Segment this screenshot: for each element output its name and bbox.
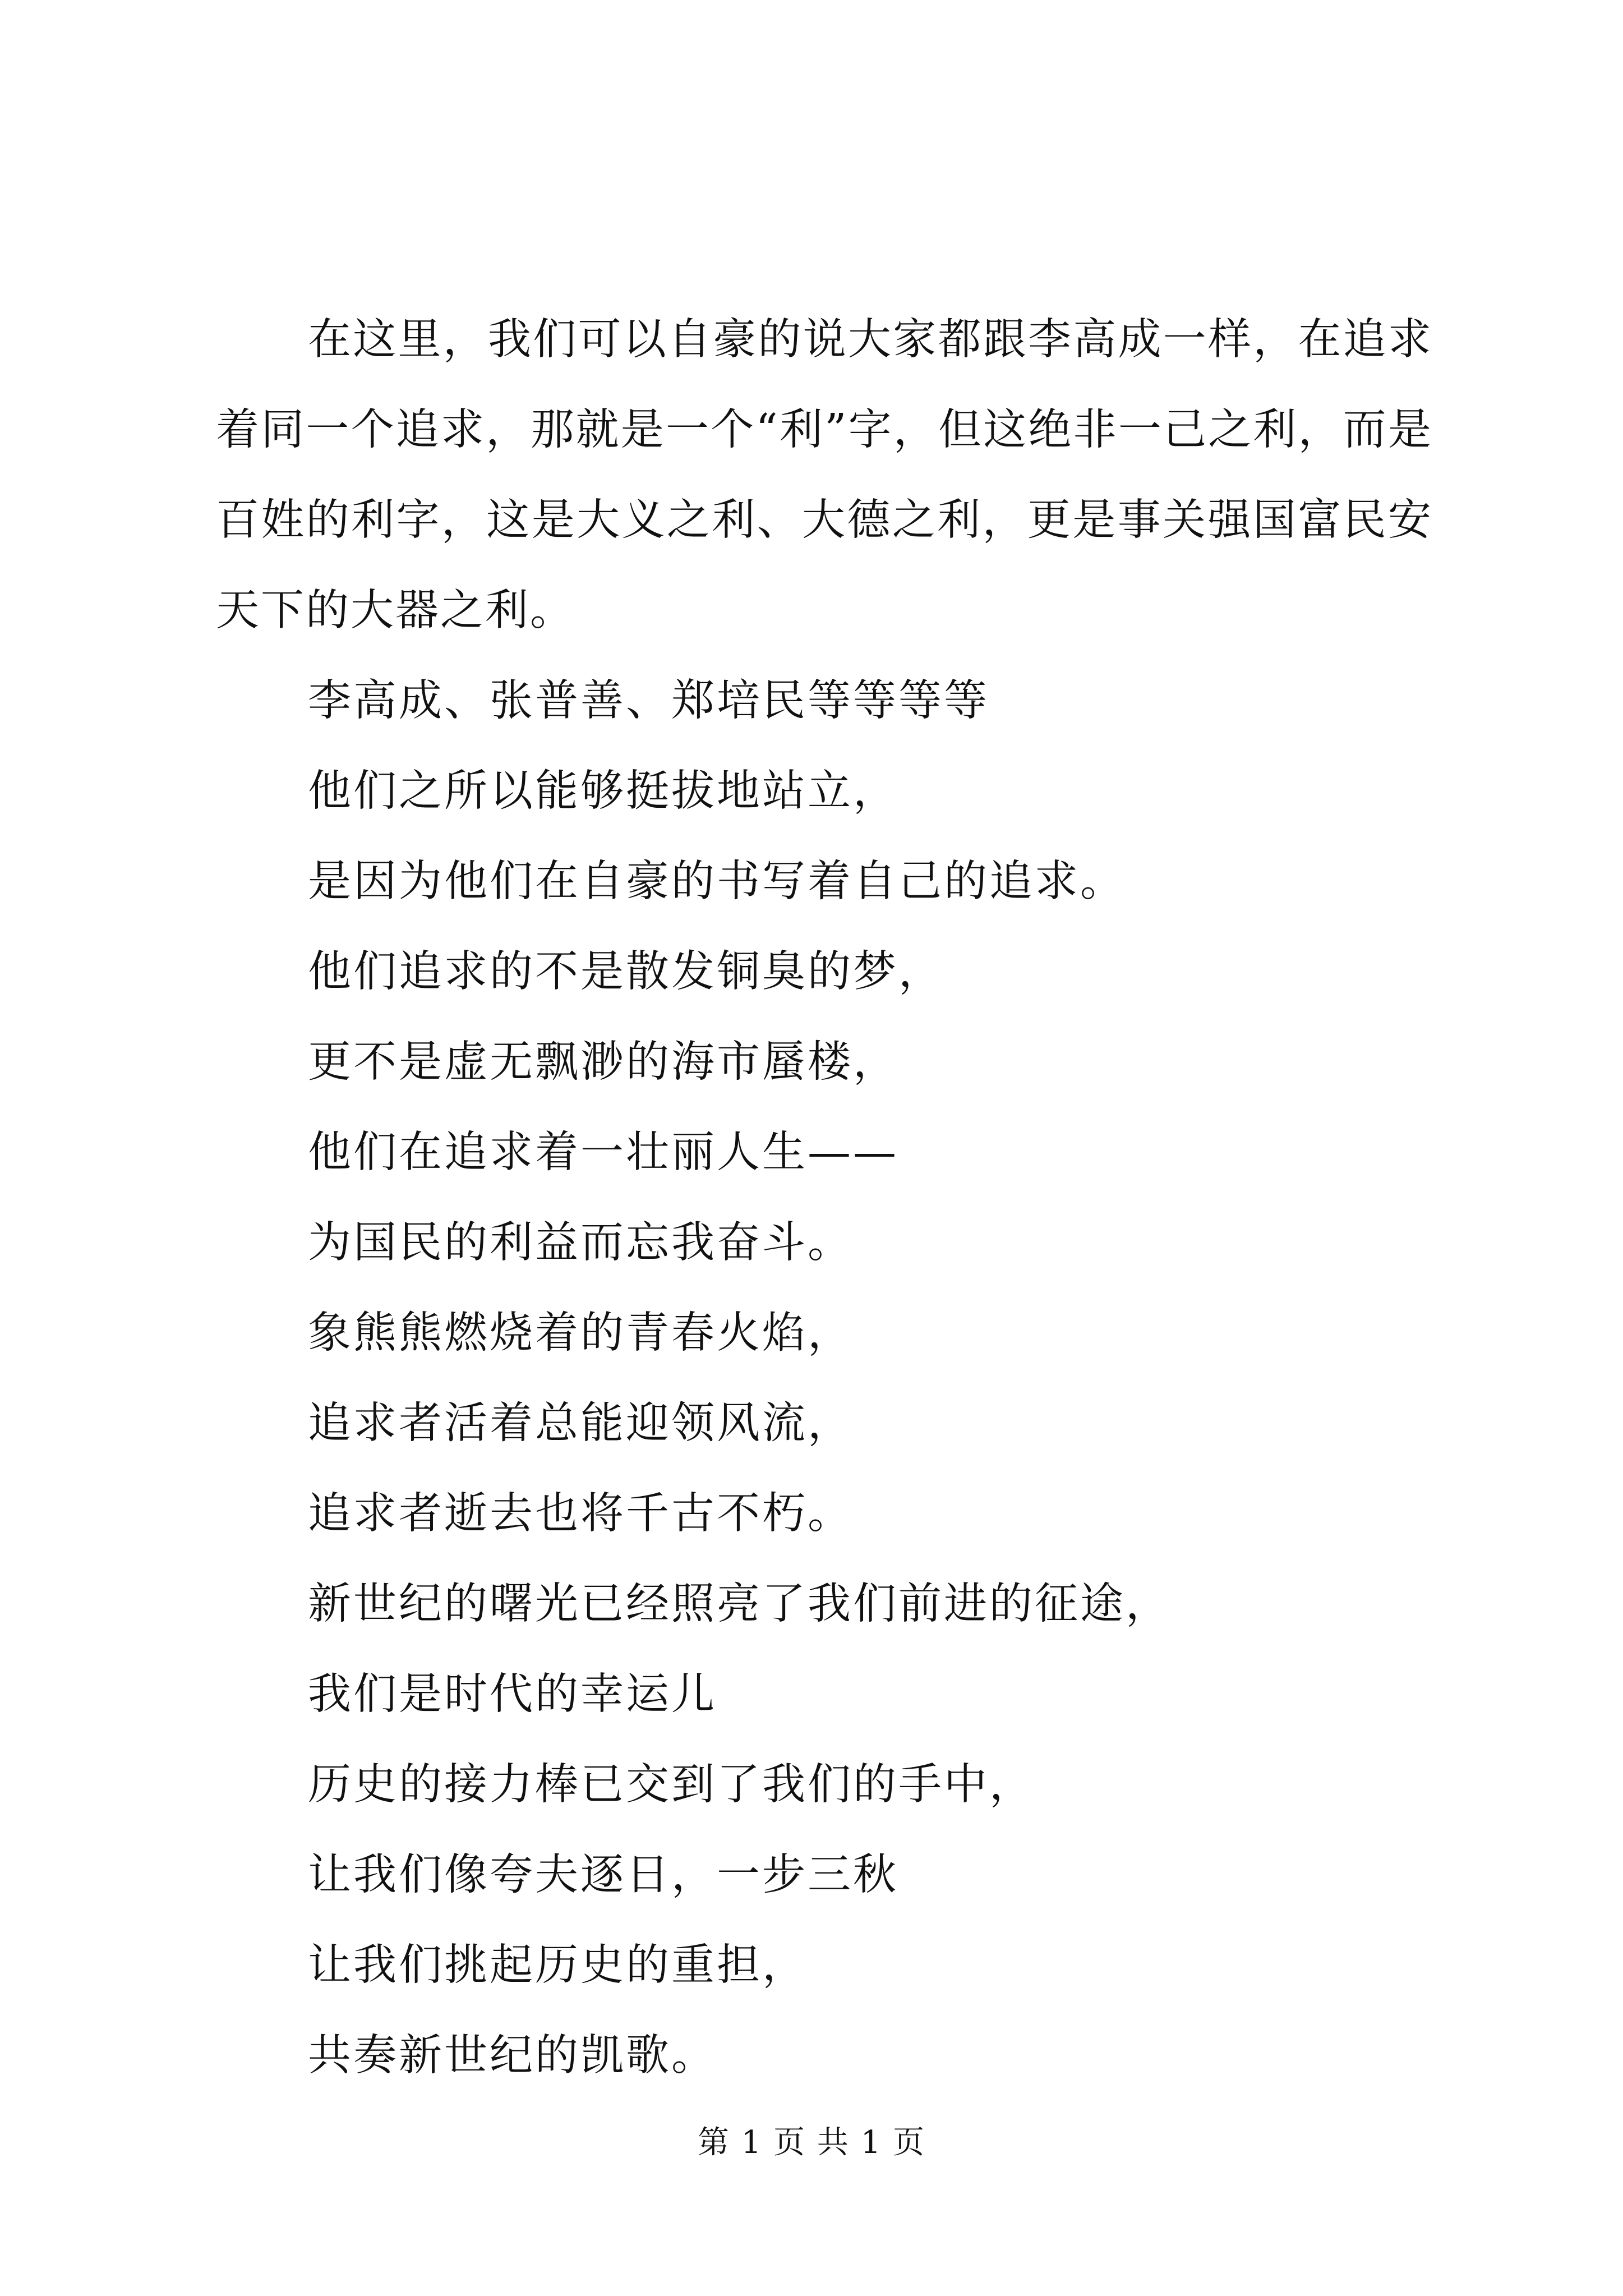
verse-line: 他们之所以能够挺拔地站立， [308, 766, 898, 816]
intro-paragraph: 在这里，我们可以自豪的说大家都跟李高成一样，在追求着同一个追求，那就是一个“利”字，但这绝非一己之利，而是百姓的利字，这是大义之利、大德之利，更是事关强国富民安天下的大器之利。 [216, 315, 1433, 636]
verse-line: 新世纪的曙光已经照亮了我们前进的征途， [308, 1579, 1171, 1629]
verse-line: 历史的接力棒已交到了我们的手中， [308, 1760, 1035, 1810]
verse-line: 他们追求的不是散发铜臭的梦， [308, 947, 944, 997]
verse-line: 共奏新世纪的凯歌。 [308, 2031, 717, 2081]
verse-line: 象熊熊燃烧着的青春火焰， [308, 1308, 853, 1358]
verse-line: 我们是时代的幸运儿 [308, 1669, 717, 1719]
verse-block [216, 656, 1433, 2101]
verse-line: 是因为他们在自豪的书写着自己的追求。 [308, 857, 1126, 907]
verse-line: 追求者逝去也将千古不朽。 [308, 1489, 853, 1539]
verse-line: 让我们挑起历史的重担， [308, 1940, 808, 1990]
document-body [216, 295, 1433, 2101]
verse-line: 李高成、张普善、郑培民等等等等 [308, 676, 989, 726]
verse-line: 为国民的利益而忘我奋斗。 [308, 1218, 853, 1268]
verse-line: 更不是虚无飘渺的海市蜃楼， [308, 1037, 898, 1087]
page-number-footer: 第 1 页 共 1 页 [697, 2124, 926, 2161]
verse-line: 追求者活着总能迎领风流， [308, 1398, 853, 1448]
verse-line: 他们在追求着一壮丽人生—— [308, 1128, 898, 1177]
verse-line: 让我们像夸夫逐日，一步三秋 [308, 1850, 898, 1900]
